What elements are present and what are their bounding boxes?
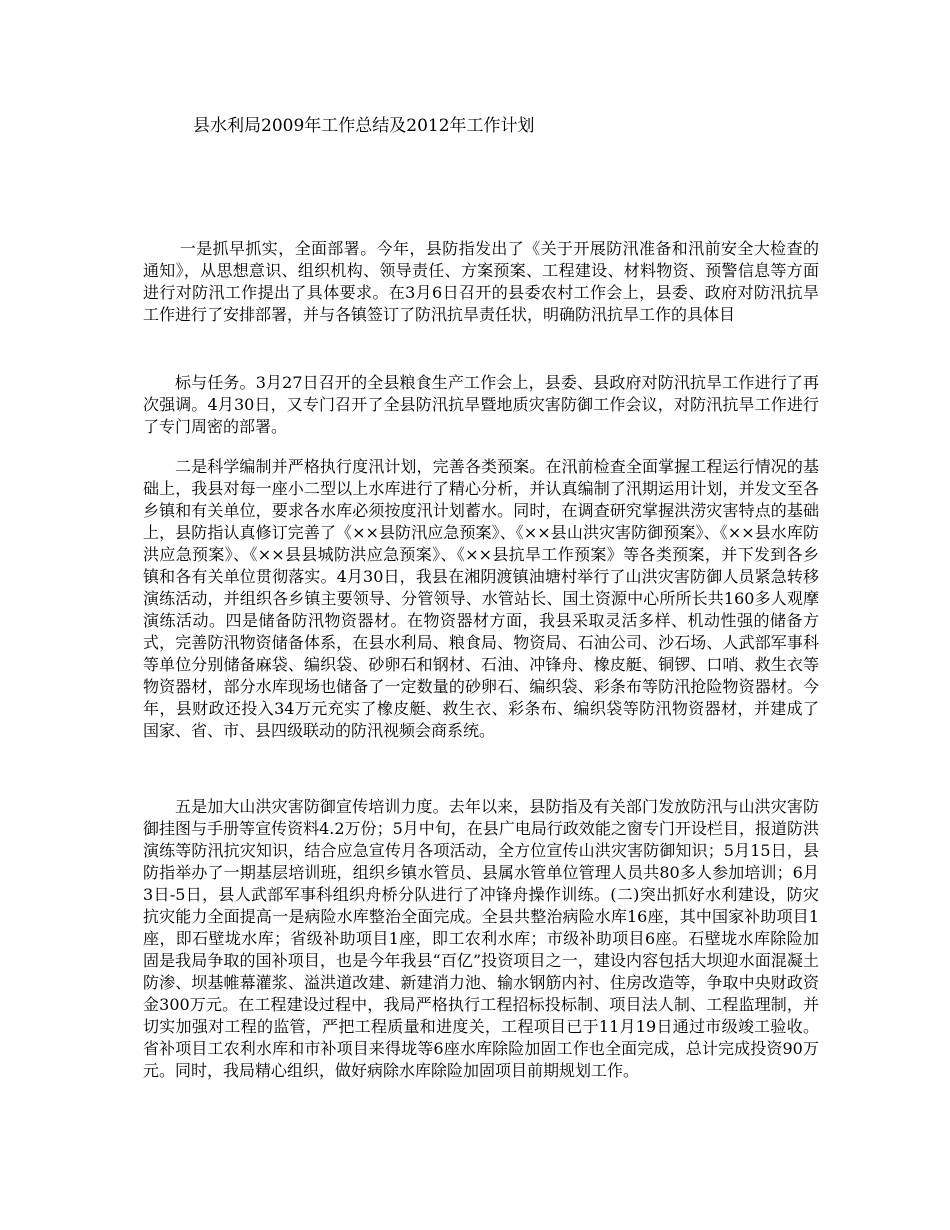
- paragraph-1: 一是抓早抓实，全面部署。今年，县防指发出了《关于开展防汛准备和汛前安全大检查的通知》，从思想意识、组织机构、领导责任、方案预案、工程建设、材料物资、预警信息等方面进行对防汛工作提出了具体要求。在3月6日召开的县委农村工作会上，县委、政府对防汛抗旱工作进行了安排部署，并与各镇签订了防汛抗旱责任状，明确防汛抗旱工作的具体目: [143, 239, 819, 324]
- paragraph-4: 五是加大山洪灾害防御宣传培训力度。去年以来，县防指及有关部门发放防汛与山洪灾害防御挂图与手册等宣传资料4.2万份；5月中旬，在县广电局行政效能之窗专门开设栏目，报道防洪演练等防汛抗灾知识，结合应急宣传月各项活动，全方位宣传山洪灾害防御知识；5月15日，县防指举办了一期基层培训班，组织乡镇水管员、县属水管单位管理人员共80多人参加培训；6月3日-5日，县人武部军事科组织舟桥分队进行了冲锋舟操作训练。(二)突出抓好水利建设，防灾抗灾能力全面提高一是病险水库整治全面完成。全县共整治病险水库16座，其中国家补助项目1座，即石壁垅水库；省级补助项目1座，即工农利水库；市级补助项目6座。石壁垅水库除险加固是我局争取的国补项目，也是今年我县“百亿”投资项目之一，建设内容包括大坝迎水面混凝土防渗、坝基帷幕灌浆、溢洪道改建、新建消力池、输水钢筋内衬、住房改造等，争取中央财政资金300万元。在工程建设过程中，我局严格执行工程招标投标制、项目法人制、工程监理制，并切实加强对工程的监管，严把工程质量和进度关，工程项目已于11月19日通过市级竣工验收。省补项目工农利水库和市补项目来得垅等6座水库除险加固工作也全面完成，总计完成投资90万元。同时，我局精心组织，做好病除水库除险加固项目前期规划工作。: [143, 797, 819, 1080]
- paragraph-3: 二是科学编制并严格执行度汛计划，完善各类预案。在汛前检查全面掌握工程运行情况的基础上，我县对每一座小二型以上水库进行了精心分析，并认真编制了汛期运用计划，并发文至各乡镇和有关单位，要求各水库必须按度汛计划蓄水。同时，在调查研究掌握洪涝灾害特点的基础上，县防指认真修订完善了《××县防汛应急预案》、《××县山洪灾害防御预案》、《××县水库防洪应急预案》、《××县县城防洪应急预案》、《××县抗旱工作预案》等各类预案，并下发到各乡镇和各有关单位贯彻落实。4月30日，我县在湘阴渡镇油塘村举行了山洪灾害防御人员紧急转移演练活动，并组织各乡镇主要领导、分管领导、水管站长、国土资源中心所所长共160多人观摩演练活动。四是储备防汛物资器材。在物资器材方面，我县采取灵活多样、机动性强的储备方式，完善防汛物资储备体系，在县水利局、粮食局、物资局、石油公司、沙石场、人武部军事科等单位分别储备麻袋、编织袋、砂卵石和钢材、石油、冲锋舟、橡皮艇、铜锣、口哨、救生衣等物资器材，部分水库现场也储备了一定数量的砂卵石、编织袋、彩条布等防汛抢险物资器材。今年，县财政还投入34万元充实了橡皮艇、救生衣、彩条布、编织袋等防汛物资器材，并建成了国家、省、市、县四级联动的防汛视频会商系统。: [143, 457, 819, 740]
- paragraph-2: 标与任务。3月27日召开的全县粮食生产工作会上，县委、县政府对防汛抗旱工作进行了再次强调。4月30日，又专门召开了全县防汛抗旱暨地质灾害防御工作会议，对防汛抗旱工作进行了专门周密的部署。: [143, 373, 819, 436]
- document-title: 县水利局2009年工作总结及2012年工作计划: [193, 116, 535, 136]
